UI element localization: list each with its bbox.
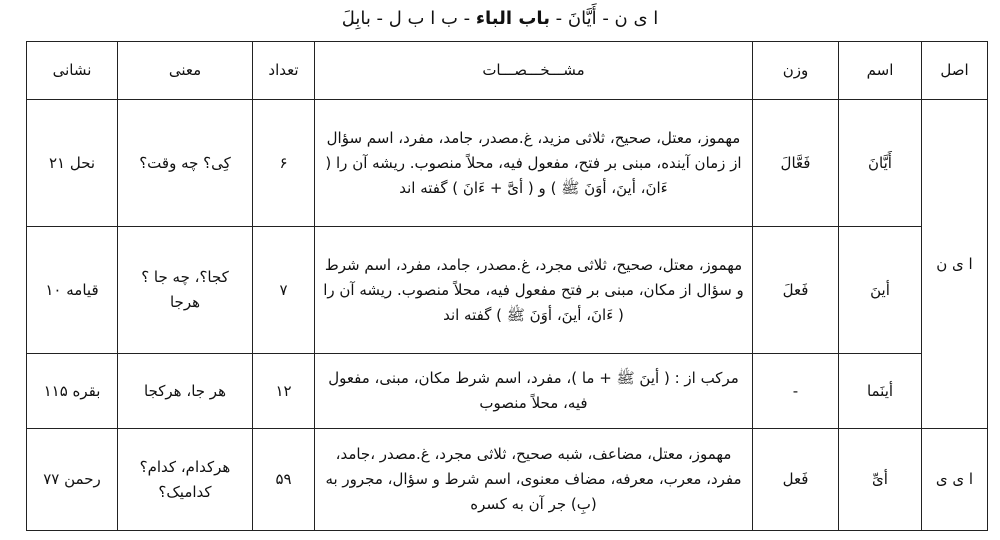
wazn-cell: فَعلَ: [753, 227, 839, 354]
table-row: [27, 100, 988, 227]
header-tedad: تعداد: [253, 42, 315, 100]
desc-cell: مهموز، معتل، مضاعف، شبه صحيح، ثلاثى مجرد، غ.مصدر ،جامد، مفرد، معرب، معرفه، مضاف معنوى، اسم شرط و سؤال، مجرور به (بِ) جر آن به كسره: [315, 429, 753, 531]
ism-cell: أينَما: [839, 354, 922, 429]
asl-cell: ا ى ن: [922, 100, 988, 429]
tedad-cell: ۱۲: [253, 354, 315, 429]
mana-cell: كجا؟، چه جا ؟ هرجا: [118, 227, 253, 354]
mana-cell: كِى؟ چه وقت؟: [118, 100, 253, 227]
header-mana: معنى: [118, 42, 253, 100]
ism-cell: أَيَّانَ: [839, 100, 922, 227]
table-row: [27, 429, 988, 531]
table-row: [27, 227, 988, 354]
header-row: [27, 42, 988, 100]
header-asl: اصل: [922, 42, 988, 100]
tedad-cell: ۶: [253, 100, 315, 227]
title-part1: ا ى ن - أَيَّانَ -: [549, 8, 659, 29]
word-table: [26, 41, 988, 531]
header-ism: اسم: [839, 42, 922, 100]
mana-cell: هركدام، كدام؟ كداميک؟: [118, 429, 253, 531]
table-row: [27, 354, 988, 429]
header-wazn: وزن: [753, 42, 839, 100]
desc-cell: مهموز، معتل، صحيح، ثلاثى مجرد، غ.مصدر، جامد، مفرد، اسم شرط و سؤال از مكان، مبنى بر فتح مفعول فيه، محلاً منصوب. ريشه آن را ( ءَانَ، أينَ، أوَنَ ﷺ ) گفته اند: [315, 227, 753, 354]
ism-cell: أينَ: [839, 227, 922, 354]
page-title: [0, 5, 1000, 33]
title-part2: - ب ا ب ل - بابِلَ: [341, 8, 476, 29]
wazn-cell: فَعَّالَ: [753, 100, 839, 227]
ism-cell: أىِّ: [839, 429, 922, 531]
desc-cell: مركب از : ( أينَ ﷺ + ما )، مفرد، اسم شرط مكان، مبنى، مفعول فيه، محلاً منصوب: [315, 354, 753, 429]
neshani-cell: قيامه ۱۰: [27, 227, 118, 354]
wazn-cell: فَعل: [753, 429, 839, 531]
asl-cell: ا ى ى: [922, 429, 988, 531]
wazn-cell: -: [753, 354, 839, 429]
neshani-cell: نحل ۲۱: [27, 100, 118, 227]
mana-cell: هر جا، هركجا: [118, 354, 253, 429]
tedad-cell: ۷: [253, 227, 315, 354]
neshani-cell: بقره ۱۱۵: [27, 354, 118, 429]
desc-cell: مهموز، معتل، صحيح، ثلاثى مزيد، غ.مصدر، جامد، مفرد، اسم سؤال از زمان آينده، مبنى بر فتح، مفعول فيه، محلاً منصوب. ريشه آن را ( ءَانَ، أينَ، أوَنَ ﷺ ) و ( أىَّ + ءَانَ ) گفته اند: [315, 100, 753, 227]
header-neshani: نشانى: [27, 42, 118, 100]
tedad-cell: ۵۹: [253, 429, 315, 531]
title-bold: باب الباء: [475, 8, 550, 29]
header-mushakhasat: مشـــخـــصـــات: [315, 42, 753, 100]
neshani-cell: رحمن ۷۷: [27, 429, 118, 531]
